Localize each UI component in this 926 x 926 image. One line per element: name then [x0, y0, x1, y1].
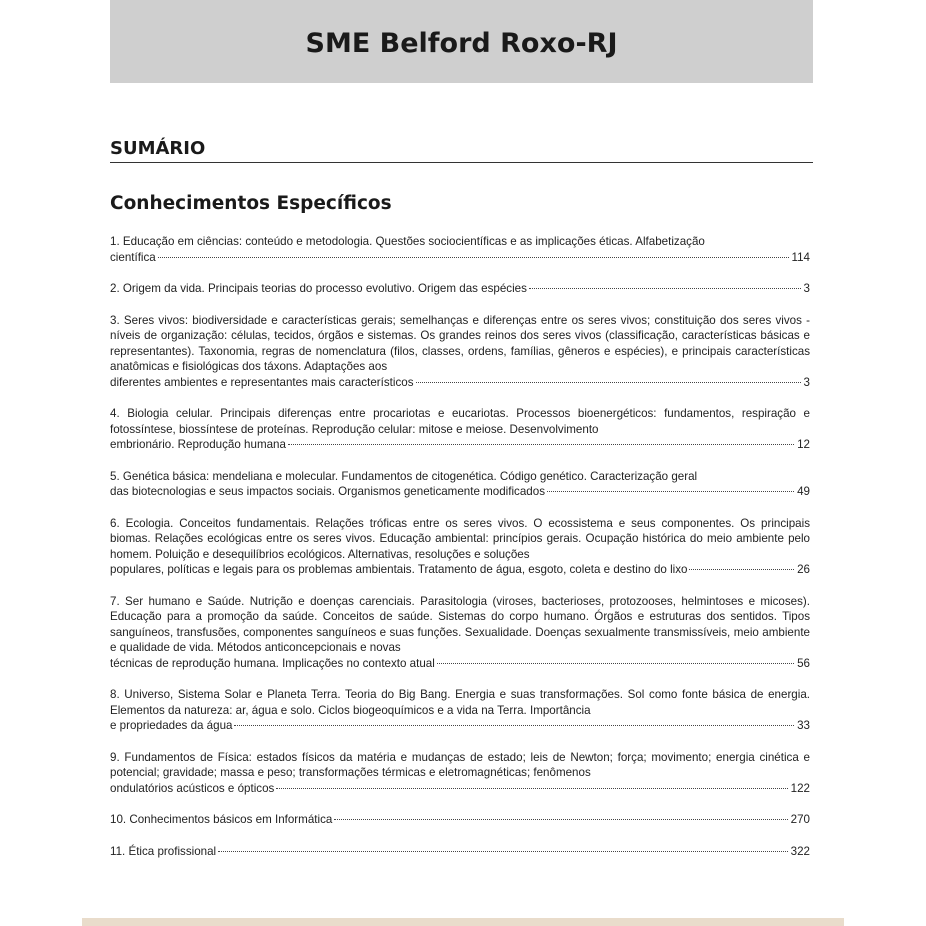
toc-entry-last-line — [110, 656, 810, 672]
dot-leader — [218, 850, 788, 852]
toc-entry-6 — [110, 516, 810, 578]
toc-entry-last-line — [110, 812, 810, 828]
toc-entry-2 — [110, 281, 810, 297]
dot-leader — [689, 568, 794, 570]
toc-entry-3 — [110, 313, 810, 391]
toc-entry-11 — [110, 844, 810, 860]
toc-page-number: 49 — [797, 485, 810, 498]
toc-page-number: 270 — [790, 813, 810, 826]
toc-entry-last-line — [110, 484, 810, 500]
toc-entry-last-text: 2. Origem da vida. Principais teorias do processo evolutivo. Origem das espécies — [110, 282, 527, 295]
toc-entry-last-text: das biotecnologias e seus impactos sociais. Organismos geneticamente modificados — [110, 485, 545, 498]
toc-entry-last-text: 11. Ética profissional — [110, 844, 217, 858]
dot-leader — [276, 787, 787, 789]
toc-page-number: 122 — [790, 781, 810, 795]
toc-entry-9 — [110, 750, 810, 797]
toc-page-number: 3 — [803, 375, 810, 389]
toc-entry-4 — [110, 406, 810, 453]
section-title: Conhecimentos Específicos — [110, 193, 392, 214]
dot-leader — [234, 724, 794, 726]
dot-leader — [416, 381, 801, 383]
toc-entry-last-text: diferentes ambientes e representantes mais característicos — [110, 375, 414, 389]
toc-page-number: 33 — [797, 719, 810, 732]
toc-page-number: 56 — [797, 656, 810, 670]
toc-entry-last-text: embrionário. Reprodução humana — [110, 438, 286, 451]
table-of-contents — [110, 234, 810, 875]
page-title: SME Belford Roxo-RJ — [305, 28, 618, 59]
toc-entry-last-line — [110, 718, 810, 734]
toc-entry-last-text: e propriedades da água — [110, 719, 233, 732]
toc-entry-last-line — [110, 375, 810, 391]
summary-heading: SUMÁRIO — [110, 138, 813, 163]
toc-entry-1 — [110, 234, 810, 265]
dot-leader — [437, 662, 794, 664]
toc-entry-last-text: populares, políticas e legais para os problemas ambientais. Tratamento de água, esgoto, coleta e destino do lixo — [110, 563, 688, 576]
toc-entry-last-text: ondulatórios acústicos e ópticos — [110, 781, 275, 795]
toc-entry-text: 8. Universo, Sistema Solar e Planeta Terra. Teoria do Big Bang. Energia e suas transformações. Sol como fonte básica de energia. Elementos da natureza: ar, água e solo. Ciclos biogeoquímicos e a vida na Terra. Importância — [110, 688, 810, 717]
toc-entry-last-line — [110, 562, 810, 578]
toc-entry-last-text: científica — [110, 250, 156, 264]
toc-entry-last-line — [110, 281, 810, 297]
toc-entry-last-line — [110, 844, 810, 860]
toc-entry-last-text: técnicas de reprodução humana. Implicações no contexto atual — [110, 656, 435, 670]
toc-entry-last-text: 10. Conhecimentos básicos em Informática — [110, 813, 333, 826]
toc-entry-last-line — [110, 437, 810, 453]
toc-page-number: 322 — [790, 844, 810, 858]
dot-leader — [547, 490, 794, 492]
footer-band — [82, 918, 844, 926]
toc-entry-5 — [110, 469, 810, 500]
toc-entry-text: 3. Seres vivos: biodiversidade e características gerais; semelhanças e diferenças entre os seres vivos; constituição dos seres vivos - níveis de organização: células, tecidos, órgãos e sistemas. Os grandes reinos dos seres vivos (classificação, características básicas e representantes). Taxonomia, regras de nomenclatura (filos, classes, ordens, famílias, gêneros e espécies), e principais características anatômicas e fisiológicas dos táxons. Adaptações aos — [110, 313, 810, 373]
dot-leader — [158, 256, 789, 258]
toc-entry-8 — [110, 687, 810, 734]
toc-entry-10 — [110, 812, 810, 828]
header-band — [110, 0, 813, 83]
dot-leader — [529, 287, 801, 289]
toc-entry-text: 9. Fundamentos de Física: estados físicos da matéria e mudanças de estado; leis de Newton; força; movimento; energia cinética e potencial; gravidade; massa e peso; transformações térmicas e eletromagnéticas; fenômenos — [110, 750, 810, 779]
toc-entry-text: 4. Biologia celular. Principais diferenças entre procariotas e eucariotas. Processos bioenergéticos: fundamentos, respiração e fotossíntese, biossíntese de proteínas. Reprodução celular: mitose e meiose. Desenvolvimento — [110, 407, 810, 436]
toc-page-number: 3 — [803, 282, 810, 295]
toc-entry-text: 1. Educação em ciências: conteúdo e metodologia. Questões sociocientíficas e as implicações éticas. Alfabetização — [110, 235, 705, 248]
toc-page-number: 12 — [797, 438, 810, 451]
toc-entry-text: 5. Genética básica: mendeliana e molecular. Fundamentos de citogenética. Código genético. Caracterização geral — [110, 469, 698, 483]
dot-leader — [288, 443, 794, 445]
toc-entry-text: 7. Ser humano e Saúde. Nutrição e doenças carenciais. Parasitologia (viroses, bacterioses, protozooses, helmintoses e micoses). Educação para a promoção da saúde. Conceitos de saúde. Sistemas do corpo humano. Órgãos e estruturas dos sentidos. Tipos sanguíneos, transfusões, componentes sanguíneos e suas funções. Sexualidade. Doenças sexualmente transmissíveis, meio ambiente e qualidade de vida. Métodos anticoncepcionais e novas — [110, 594, 810, 654]
toc-entry-7 — [110, 594, 810, 672]
toc-entry-last-line — [110, 250, 810, 266]
dot-leader — [334, 818, 787, 820]
toc-page-number: 114 — [791, 250, 810, 264]
toc-page-number: 26 — [797, 563, 810, 576]
toc-entry-text: 6. Ecologia. Conceitos fundamentais. Relações tróficas entre os seres vivos. O ecossistema e seus componentes. Os principais biomas. Relações ecológicas entre os seres vivos. Educação ambiental: princípios gerais. Ocupação histórica do meio ambiente pelo homem. Poluição e desequilíbrios ecológicos. Alternativas, resoluções e soluções — [110, 516, 810, 561]
toc-entry-last-line — [110, 781, 810, 797]
